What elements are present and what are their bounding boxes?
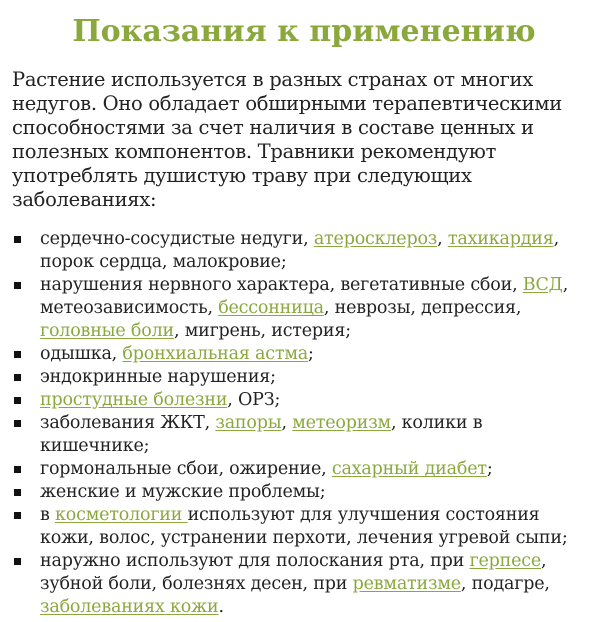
- bullet-icon: [14, 351, 21, 358]
- bullet-icon: [14, 512, 21, 519]
- link-vsd[interactable]: ВСД: [522, 275, 563, 295]
- link-herpes[interactable]: герпесе: [469, 551, 541, 571]
- list-item: наружно используют для полоскания рта, при герпесе, зубной боли, болезнях десен, при ревматизме, подагре, заболеваниях кожи.: [12, 550, 596, 619]
- list-item: женские и мужские проблемы;: [12, 481, 596, 504]
- list-item: эндокринные нарушения;: [12, 366, 596, 389]
- link-insomnia[interactable]: бессонница: [218, 298, 324, 318]
- list-item: сердечно-сосудистые недуги, атеросклероз, тахикардия, порок сердца, малокровие;: [12, 228, 596, 274]
- bullet-icon: [14, 489, 21, 496]
- link-constipation[interactable]: запоры: [215, 413, 282, 433]
- link-diabetes[interactable]: сахарный диабет: [331, 459, 487, 479]
- link-colds[interactable]: простудные болезни: [40, 390, 228, 410]
- link-cosmetology[interactable]: косметологии: [55, 505, 188, 525]
- link-headaches[interactable]: головные боли: [40, 321, 174, 341]
- indications-list: [12, 228, 596, 619]
- list-item: одышка, бронхиальная астма;: [12, 343, 596, 366]
- link-tachycardia[interactable]: тахикардия: [447, 229, 554, 249]
- list-item: простудные болезни, ОРЗ;: [12, 389, 596, 412]
- intro-paragraph: Растение используется в разных странах от многих недугов. Оно обладает обширными терапевтическими способностями за счет наличия в составе ценных и полезных компонентов. Травники рекомендуют употреблять душистую траву при следующих заболеваниях:: [12, 68, 562, 211]
- page-title: Показания к применению: [72, 14, 536, 49]
- list-item: гормональные сбои, ожирение, сахарный диабет;: [12, 458, 596, 481]
- bullet-icon: [14, 374, 21, 381]
- link-skin-diseases[interactable]: заболеваниях кожи: [40, 597, 219, 617]
- link-rheumatism[interactable]: ревматизме: [352, 574, 461, 594]
- list-item: заболевания ЖКТ, запоры, метеоризм, колики в кишечнике;: [12, 412, 596, 458]
- list-item: нарушения нервного характера, вегетативные сбои, ВСД, метеозависимость, бессонница, неврозы, депрессия, головные боли, мигрень, истерия;: [12, 274, 596, 343]
- bullet-icon: [14, 558, 21, 565]
- bullet-icon: [14, 282, 21, 289]
- link-meteorism[interactable]: метеоризм: [292, 413, 391, 433]
- bullet-icon: [14, 397, 21, 404]
- link-atherosclerosis[interactable]: атеросклероз: [313, 229, 438, 249]
- bullet-icon: [14, 236, 21, 243]
- bullet-icon: [14, 466, 21, 473]
- link-bronchial-asthma[interactable]: бронхиальная астма: [122, 344, 309, 364]
- bullet-icon: [14, 420, 21, 427]
- list-item: в косметологии используют для улучшения состояния кожи, волос, устранении перхоти, лечения угревой сыпи;: [12, 504, 596, 550]
